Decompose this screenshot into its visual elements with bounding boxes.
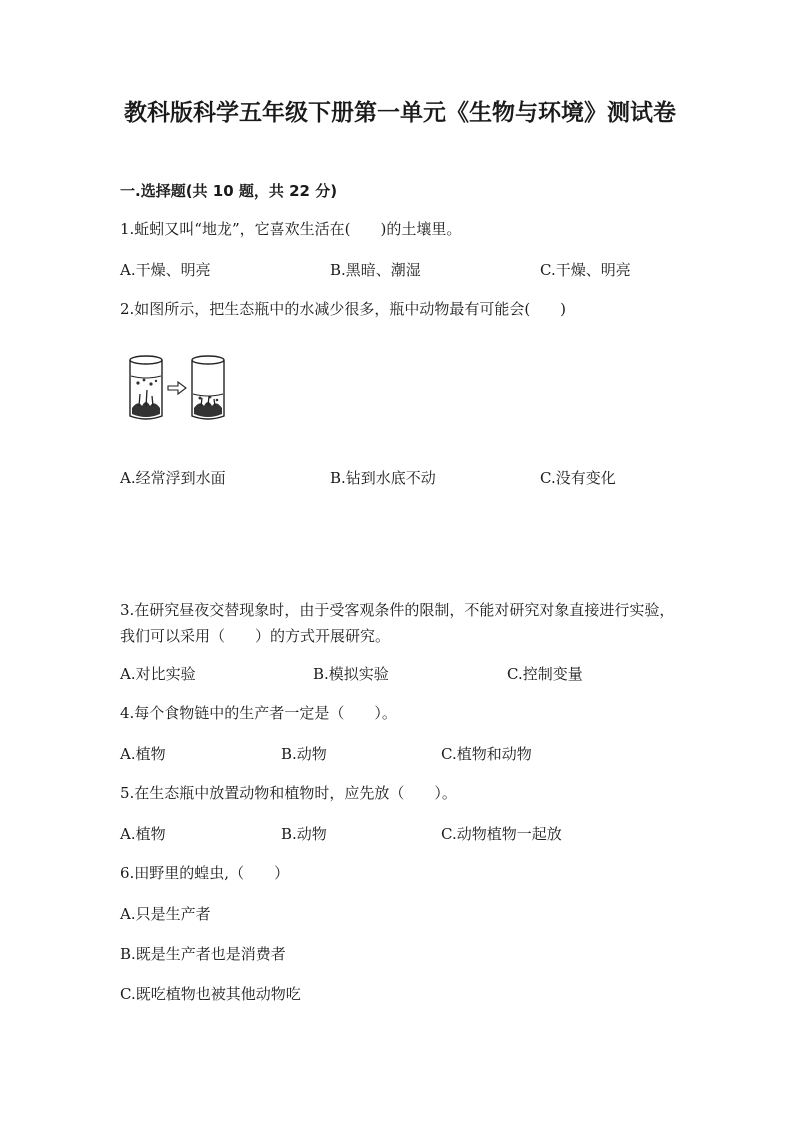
option-c: C.动物植物一起放 xyxy=(441,825,562,843)
arrow-icon xyxy=(168,382,186,394)
question-stem: 3.在研究昼夜交替现象时，由于受客观条件的限制，不能对研究对象直接进行实验，我们可以采用（ ）的方式开展研究。 xyxy=(120,601,675,645)
option-b: B.既是生产者也是消费者 xyxy=(120,945,286,963)
option-a: A.植物 xyxy=(120,825,166,843)
question-stem: 5.在生态瓶中放置动物和植物时，应先放（ ）。 xyxy=(120,784,457,802)
page-title: 教科版科学五年级下册第一单元《生物与环境》测试卷 xyxy=(124,100,676,126)
option-c: C.控制变量 xyxy=(507,665,583,683)
option-a: A.对比实验 xyxy=(120,665,196,683)
section-heading: 一.选择题(共 10 题，共 22 分) xyxy=(120,182,338,200)
option-b: B.黑暗、潮湿 xyxy=(330,261,421,279)
option-c: C.没有变化 xyxy=(540,469,616,487)
option-b: B.动物 xyxy=(281,825,327,843)
option-b: B.模拟实验 xyxy=(313,665,389,683)
question-stem: 2.如图所示，把生态瓶中的水减少很多，瓶中动物最有可能会( ) xyxy=(120,300,567,318)
ecosystem-bottle-figure xyxy=(126,350,230,426)
option-a: A.经常浮到水面 xyxy=(120,469,226,487)
option-c: C.干燥、明亮 xyxy=(540,261,631,279)
option-c: C.既吃植物也被其他动物吃 xyxy=(120,985,301,1003)
option-a: A.只是生产者 xyxy=(120,905,211,923)
option-a: A.干燥、明亮 xyxy=(120,261,211,279)
option-c: C.植物和动物 xyxy=(441,745,532,763)
question-stem: 4.每个食物链中的生产者一定是（ ）。 xyxy=(120,704,397,722)
option-b: B.动物 xyxy=(281,745,327,763)
question-stem: 6.田野里的蝗虫,（ ） xyxy=(120,864,290,882)
option-a: A.植物 xyxy=(120,745,166,763)
question-stem: 1.蚯蚓又叫“地龙”，它喜欢生活在( )的土壤里。 xyxy=(120,220,462,238)
option-b: B.钻到水底不动 xyxy=(330,469,436,487)
